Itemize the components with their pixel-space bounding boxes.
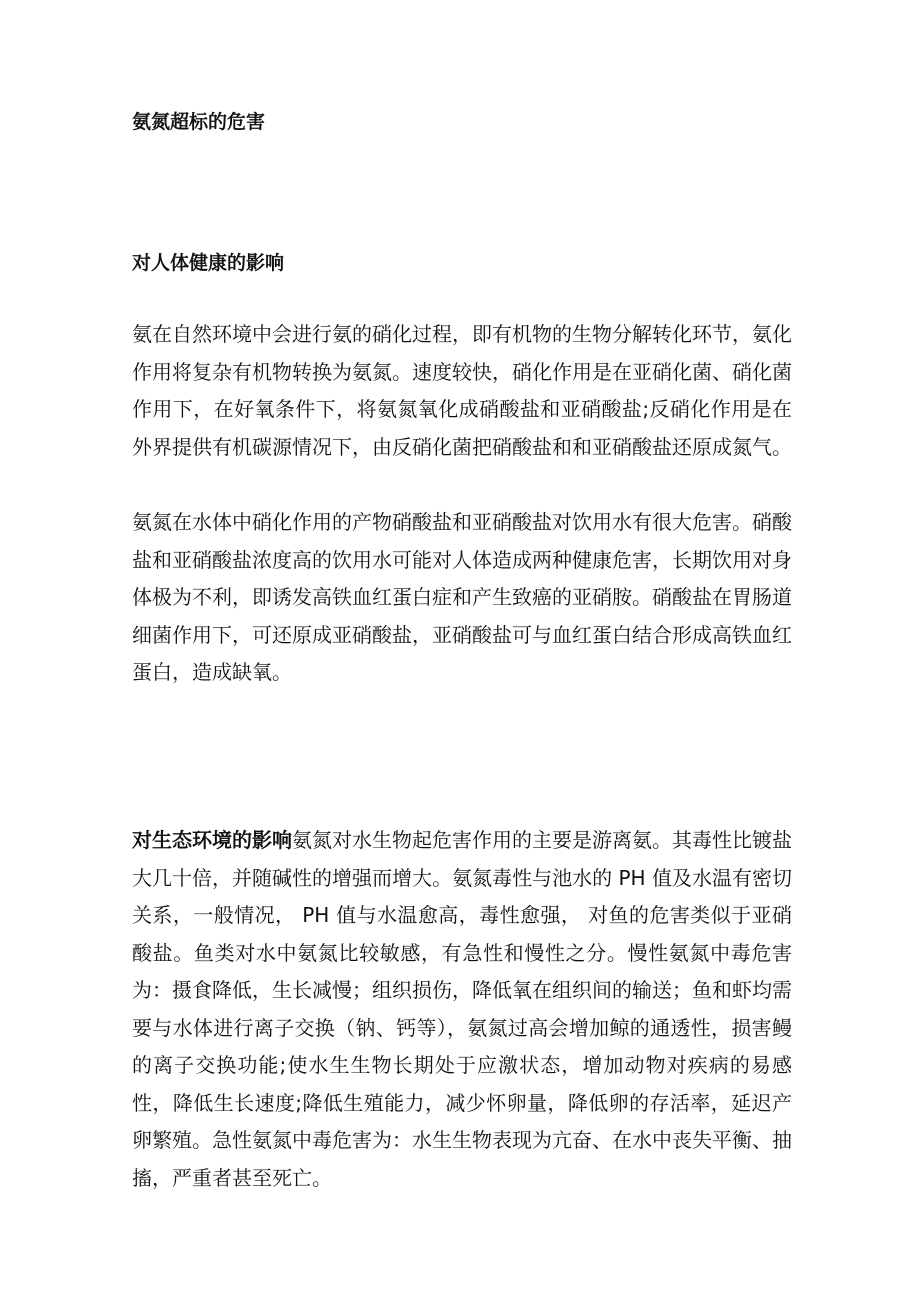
paragraph-ecology-body: 氨氮对水生物起危害作用的主要是游离氨。其毒性比镀盐大几十倍，并随碱性的增强而增大。氨氮毒性与池水的 PH 值及水温有密切关系，一般情况， PH 值与水温愈高，毒性愈强， 对鱼的危害类似于亚硝酸盐。鱼类对水中氨氮比较敏感，有急性和慢性之分。慢性氨氮中毒危害为：摄食降低，生长减慢；组织损伤，降低氧在组织间的输送；鱼和虾均需要与水体进行离子交换（钠、钙等），氨氮过高会增加鲸的通透性，损害鳗的离子交换功能;使水生生物长期处于应激状态，增加动物对疾病的易感性，降低生长速度;降低生殖能力，减少怀卵量，降低卵的存活率，延迟产卵繁殖。急性氨氮中毒危害为：水生生物表现为亢奋、在水中丧失平衡、抽搐，严重者甚至死亡。 (132, 828, 792, 1190)
page-title: 氨氮超标的危害 (132, 111, 266, 133)
section-heading-ecology: 对生态环境的影响 (132, 828, 292, 852)
paragraph-nitrification: 氨在自然环境中会进行氨的硝化过程，即有机物的生物分解转化环节，氨化作用将复杂有机物转换为氨氮。速度较快，硝化作用是在亚硝化菌、硝化菌作用下，在好氧条件下，将氨氮氧化成硝酸盐和亚硝酸盐;反硝化作用是在外界提供有机碳源情况下，由反硝化菌把硝酸盐和和亚硝酸盐还原成氮气。 (132, 322, 792, 459)
paragraph-drinking-water: 氨氮在水体中硝化作用的产物硝酸盐和亚硝酸盐对饮用水有很大危害。硝酸盐和亚硝酸盐浓度高的饮用水可能对人体造成两种健康危害，长期饮用对身体极为不利，即诱发高铁血红蛋白症和产生致癌的亚硝胺。硝酸盐在胃肠道细菌作用下，可还原成亚硝酸盐，亚硝酸盐可与血红蛋白结合形成高铁血红蛋白，造成缺氧。 (132, 510, 792, 684)
section-heading-health: 对人体健康的影响 (132, 252, 285, 274)
paragraph-ecology (132, 822, 792, 1197)
